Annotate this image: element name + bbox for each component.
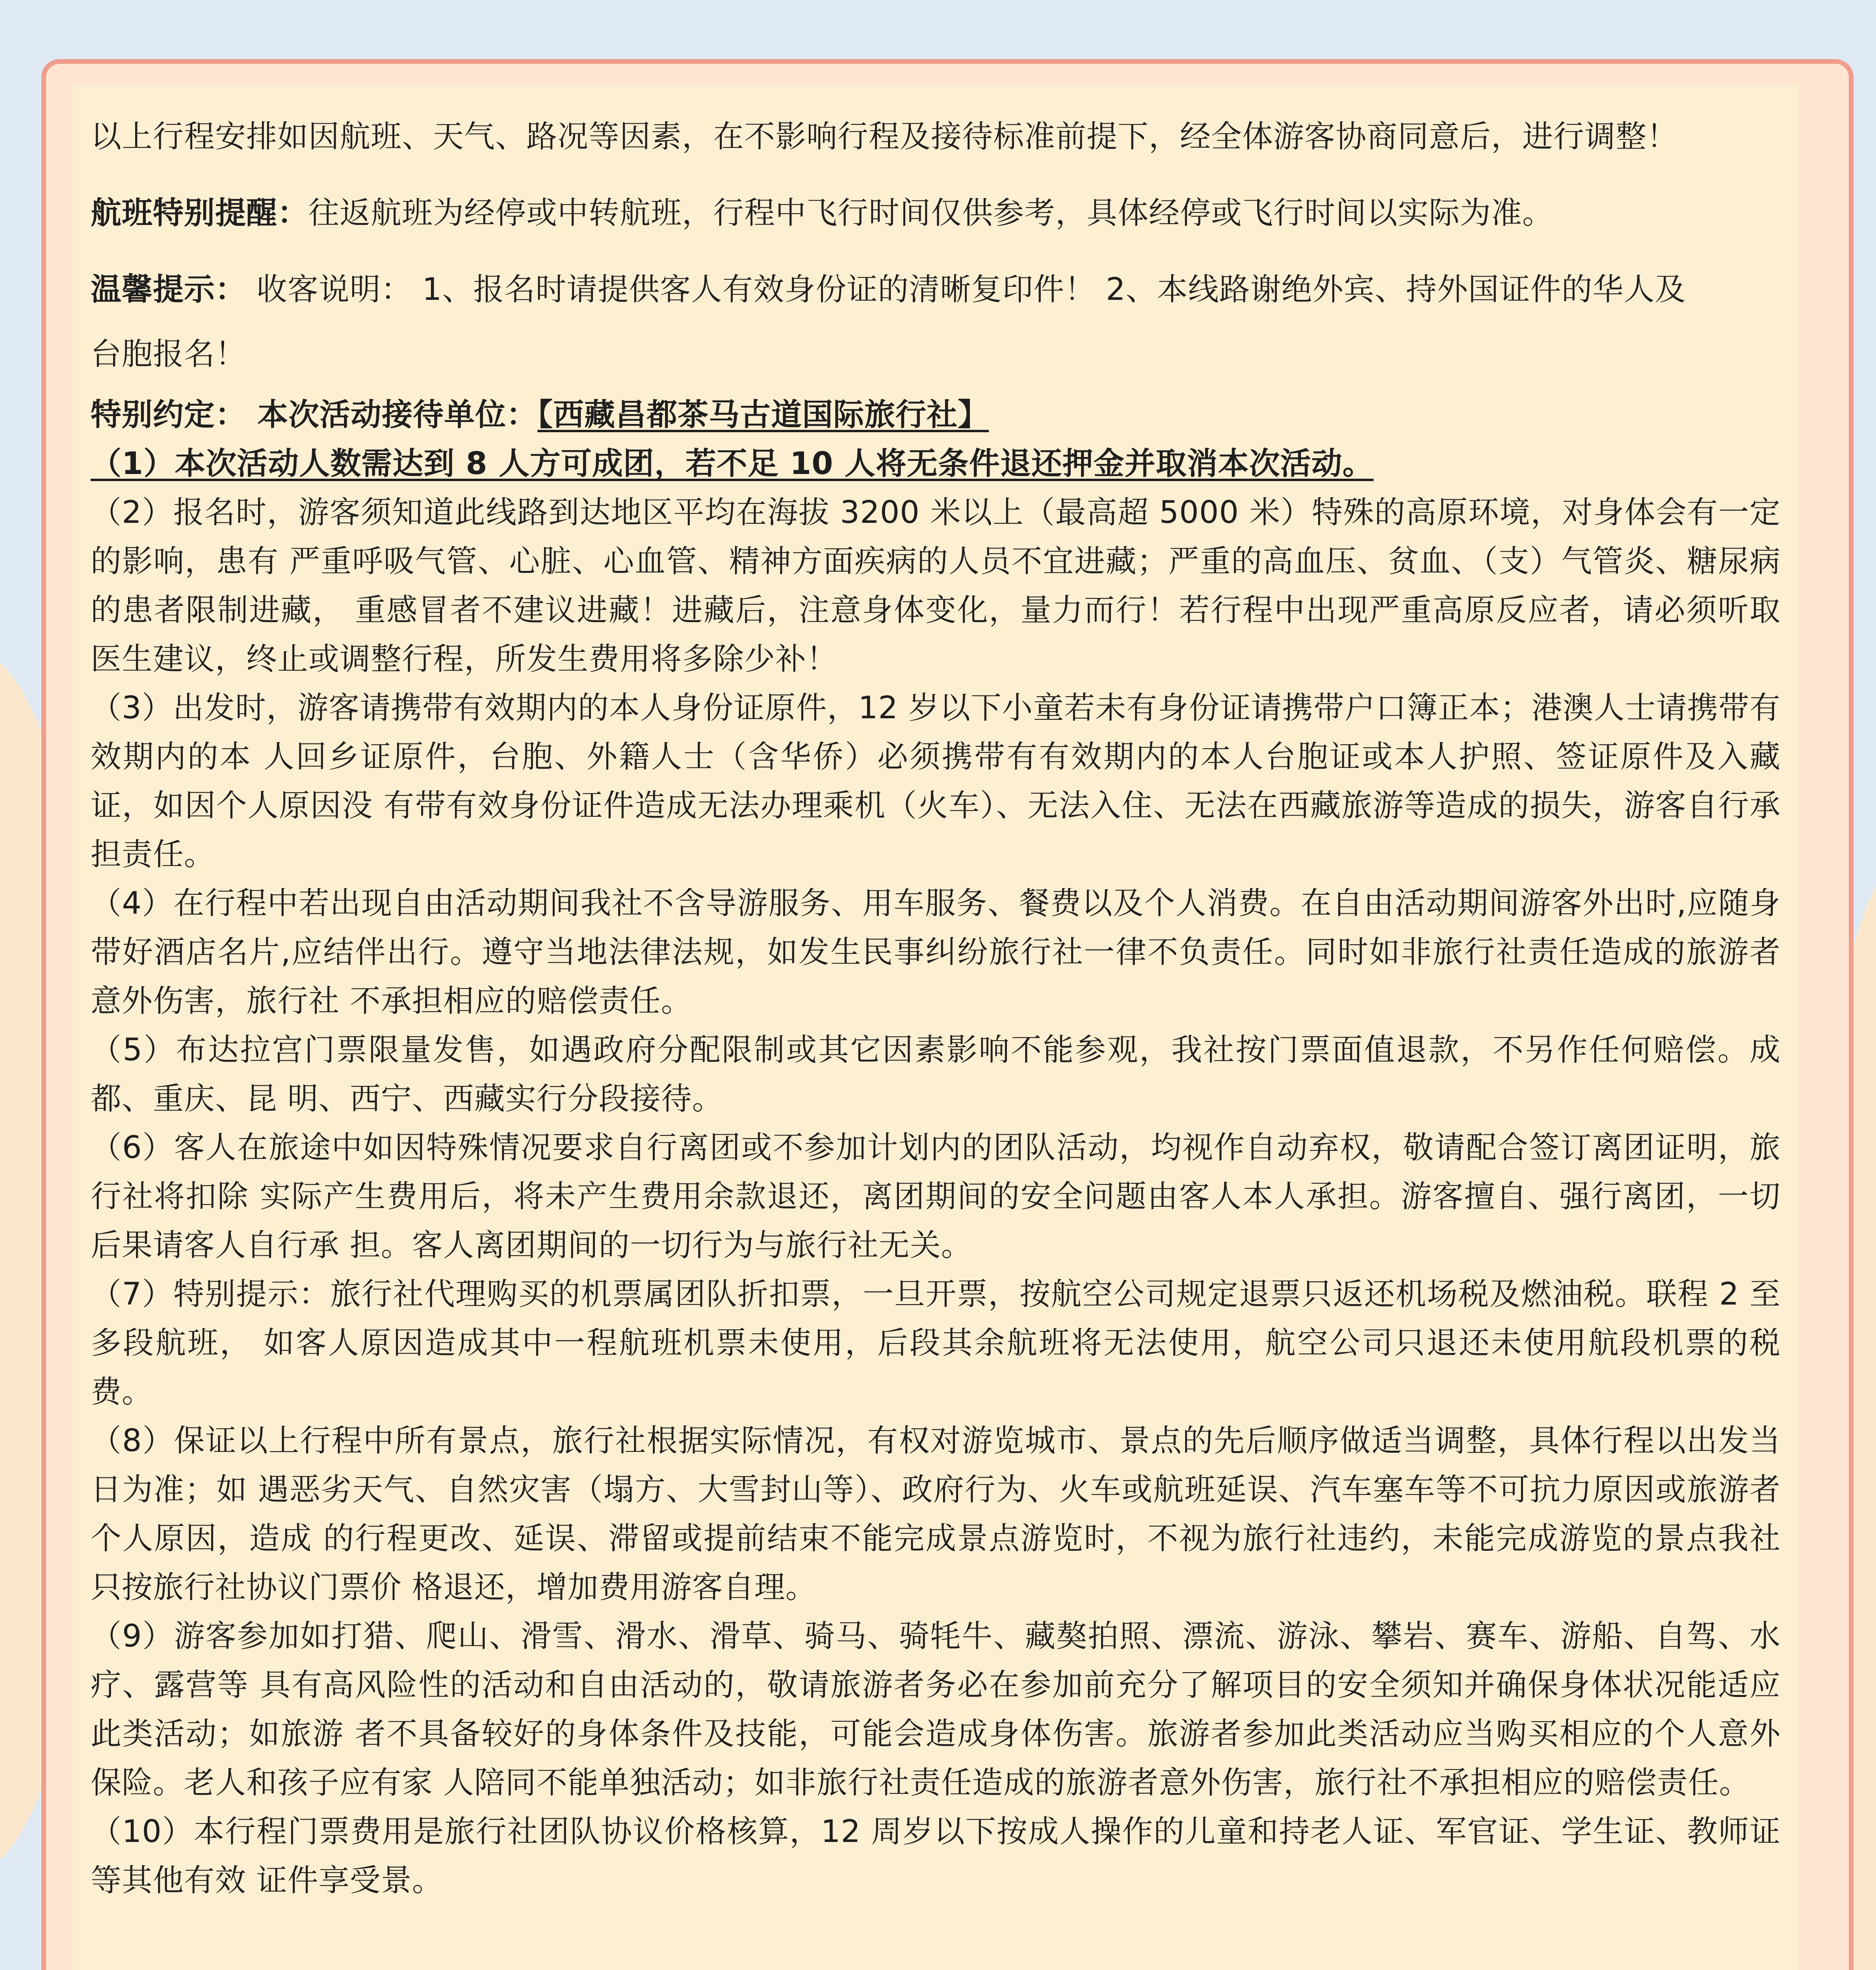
flight-reminder-text: 往返航班为经停或中转航班，行程中飞行时间仅供参考，具体经停或飞行时间以实际为准。 [308,195,1554,231]
content-panel [73,85,1798,1970]
terms-item-5: （5）布达拉宫门票限量发售，如遇政府分配限制或其它因素影响不能参观，我社按门票面值退款，不另作任何赔偿。成都、重庆、昆 明、西宁、西藏实行分段接待。 [91,1032,1781,1117]
terms-item-10: （10）本行程门票费用是旅行社团队协议价格核算，12 周岁以下按成人操作的儿童和持老人证、军官证、学生证、教师证等其他有效 证件享受景。 [91,1814,1781,1898]
terms-item-6: （6）客人在旅途中如因特殊情况要求自行离团或不参加计划内的团队活动，均视作自动弃权，敬请配合签订离团证明，旅行社将扣除 实际产生费用后，将未产生费用余款退还，离团期间的安全问题由客人本人承担。游客擅自、强行离团，一切后果请客人自行承 担。客人离团期间的一切行为与旅行社无关。 [91,1130,1781,1263]
terms-item-3: （3）出发时，游客请携带有效期内的本人身份证原件，12 岁以下小童若未有身份证请携带户口簿正本；港澳人士请携带有效期内的本 人回乡证原件，台胞、外籍人士（含华侨）必须携带有有效期内的本人台胞证或本人护照、签证原件及入藏证，如因个人原因没 有带有效身份证件造成无法办理乘机（火车）、无法入住、无法在西藏旅游等造成的损失，游客自行承担责任。 [91,690,1781,872]
terms-item-9: （9）游客参加如打猎、爬山、滑雪、滑水、滑草、骑马、骑牦牛、藏獒拍照、漂流、游泳、攀岩、赛车、游船、自驾、水疗、露营等 具有高风险性的活动和自由活动的，敬请旅游者务必在参加前充分了解项目的安全须知并确保身体状况能适应此类活动；如旅游 者不具备较好的身体条件及技能，可能会造成身体伤害。旅游者参加此类活动应当购买相应的个人意外保险。老人和孩子应有家 人陪同不能单独活动；如非旅行社责任造成的旅游者意外伤害，旅行社不承担相应的赔偿责任。 [91,1619,1781,1801]
warm-tips-text: 收客说明： 1、报名时请提供客人有效身份证的清晰复印件！ 2、本线路谢绝外宾、持外国证件的华人及 [246,272,1686,307]
flight-reminder-label: 航班特别提醒： [91,195,309,231]
special-agreement [91,390,1781,439]
host-organization: 【西藏昌都茶马古道国际旅行社】 [537,397,989,433]
warm-tips-continued: 台胞报名！ [91,336,247,372]
warm-tips-label: 温馨提示： [91,272,247,307]
special-agreement-text: 本次活动接待单位： [246,397,538,433]
terms-item-8: （8）保证以上行程中所有景点，旅行社根据实际情况，有权对游览城市、景点的先后顺序做适当调整，具体行程以出发当日为准；如 遇恶劣天气、自然灾害（塌方、大雪封山等）、政府行为、火车或航班延误、汽车塞车等不可抗力原因或旅游者个人原因，造成 的行程更改、延误、滞留或提前结束不能完成景点游览时，不视为旅行社违约，未能完成游览的景点我社只按旅行社协议门票价 格退还，增加费用游客自理。 [91,1423,1781,1605]
schedule-adjust-note: 以上行程安排如因航班、天气、路况等因素，在不影响行程及接待标准前提下，经全体游客协商同意后，进行调整！ [91,119,1678,154]
flight-reminder [91,189,1781,238]
terms-item-1: （1）本次活动人数需达到 8 人方可成团，若不足 10 人将无条件退还押金并取消本次活动。 [91,446,1374,481]
special-agreement-label: 特别约定： [91,397,247,433]
terms-item-2: （2）报名时，游客须知道此线路到达地区平均在海拔 3200 米以上（最高超 5000 米）特殊的高原环境，对身体会有一定的影响，患有 严重呼吸气管、心脏、心血管、精神方面疾病的人员不宜进藏；严重的高血压、贫血、（支）气管炎、糖尿病的患者限制进藏， 重感冒者不建议进藏！进藏后，注意身体变化，量力而行！若行程中出现严重高原反应者，请必须听取医生建议，终止或调整行程，所发生费用将多除少补！ [91,495,1781,677]
terms-item-7: （7）特别提示：旅行社代理购买的机票属团队折扣票，一旦开票，按航空公司规定退票只返还机场税及燃油税。联程 2 至多段航班， 如客人原因造成其中一程航班机票未使用，后段其余航班将无法使用，航空公司只退还未使用航段机票的税费。 [91,1277,1781,1410]
terms-item-4: （4）在行程中若出现自由活动期间我社不含导游服务、用车服务、餐费以及个人消费。在自由活动期间游客外出时,应随身带好酒店名片,应结伴出行。遵守当地法律法规，如发生民事纠纷旅行社一律不负责任。同时如非旅行社责任造成的旅游者意外伤害，旅行社 不承担相应的赔偿责任。 [91,886,1781,1019]
warm-tips [91,265,1781,314]
